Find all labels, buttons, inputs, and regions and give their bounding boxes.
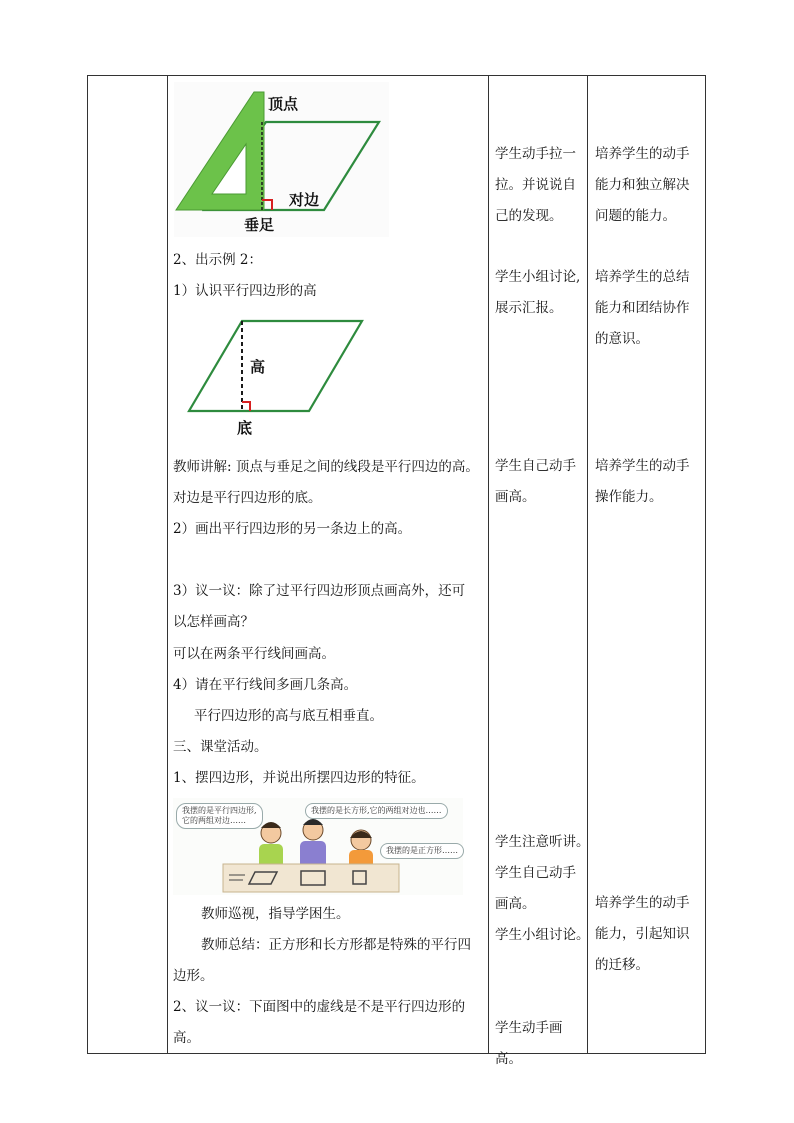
speech-bubble: 我摆的是正方形…… — [380, 843, 464, 859]
process-line: 对边是平行四边形的底。 — [173, 490, 322, 506]
process-line: 可以在两条平行线间画高。 — [173, 646, 335, 662]
column-divider — [587, 75, 588, 1054]
label-vertex: 顶点 — [268, 95, 299, 113]
process-line: 4）请在平行线间多画几条高。 — [173, 677, 358, 693]
student-activity-block: 学生动手画高。 — [495, 1020, 563, 1067]
design-intent-block: 培养学生的总结 能力和团结协作 的意识。 — [595, 269, 690, 347]
parallelogram-height-figure — [184, 316, 369, 426]
process-line: 边形。 — [173, 968, 214, 984]
design-intent-block: 培养学生的动手 能力，引起知识 的迁移。 — [595, 895, 690, 973]
process-line: 1）认识平行四边形的高 — [173, 283, 317, 299]
process-line: 教师讲解: 顶点与垂足之间的线段是平行四边的高。 — [173, 459, 479, 475]
label-opposite-side: 对边 — [289, 191, 320, 209]
label-foot: 垂足 — [244, 216, 275, 234]
process-line: 2、出示例 2： — [173, 252, 262, 268]
right-angle-mark — [242, 402, 250, 411]
column-divider — [167, 75, 168, 1054]
process-line: 3）议一议：除了过平行四边形顶点画高外，还可 — [173, 583, 466, 599]
label-height: 高 — [250, 358, 266, 376]
design-intent-block: 培养学生的动手 能力和独立解决 问题的能力。 — [595, 146, 690, 224]
process-line: 以怎样画高？ — [173, 614, 254, 630]
student-activity-block: 学生注意听讲。 学生自己动手 画高。 学生小组讨论。 — [495, 834, 590, 943]
process-line: 2）画出平行四边形的另一条边上的高。 — [173, 521, 412, 537]
process-line: 高。 — [173, 1030, 200, 1046]
process-line: 教师巡视，指导学困生。 — [201, 906, 350, 922]
column-divider — [488, 75, 489, 1054]
process-line: 2、议一议：下面图中的虚线是不是平行四边形的 — [173, 999, 466, 1015]
student-activity-block: 学生动手拉一 拉。并说说自 己的发现。 — [495, 146, 576, 224]
student-activity-block: 学生小组讨论, 展示汇报。 — [495, 269, 581, 316]
process-line: 教师总结：正方形和长方形都是特殊的平行四 — [201, 937, 471, 953]
speech-bubble: 我摆的是平行四边形, 它的两组对边…… — [176, 803, 263, 829]
process-line: 1、摆四边形，并说出所摆四边形的特征。 — [173, 770, 425, 786]
label-base: 底 — [237, 419, 253, 437]
process-line: 平行四边形的高与底互相垂直。 — [194, 708, 383, 724]
design-intent-block: 培养学生的动手 操作能力。 — [595, 458, 690, 505]
speech-bubble: 我摆的是长方形,它的两组对边也…… — [305, 803, 448, 819]
student-activity-block: 学生自己动手 画高。 — [495, 458, 576, 505]
process-line: 三、课堂活动。 — [173, 739, 268, 755]
